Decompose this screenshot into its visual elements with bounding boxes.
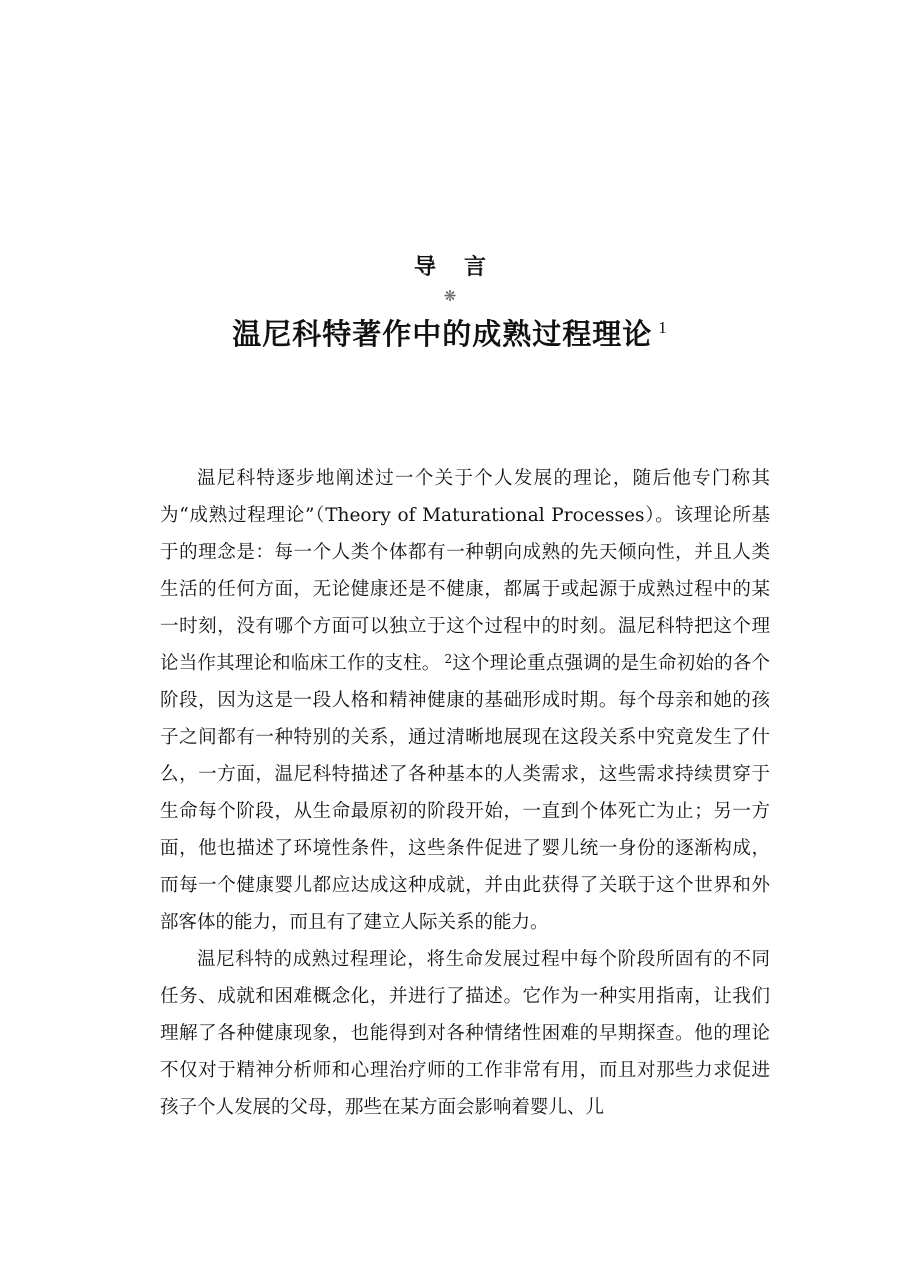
paragraph-2: 温尼科特的成熟过程理论，将生命发展过程中每个阶段所固有的不同任务、成就和困难概念化，并进行了描述。它作为一种实用指南，让我们理解了各种健康现象，也能得到对各种情绪性困难的早期探查。他的理论不仅对于精神分析师和心理治疗师的工作非常有用，而且对那些力求促进孩子个人发展的父母，那些在某方面会影响着婴儿、儿 [160,949,770,1118]
ornament-icon: ❋ [443,287,457,305]
paragraph-1-part-2: 这个理论重点强调的是生命初始的各个阶段，因为这是一段人格和精神健康的基础形成时期。每个母亲和她的孩子之间都有一种特别的关系，通过清晰地展现在这段关系中究竟发生了什么，一方面，温尼科特描述了各种基本的人类需求，这些需求持续贯穿于生命每个阶段，从生命最原初的阶段开始，一直到个体死亡为止；另一方面，他也描述了环境性条件，这些条件促进了婴儿统一身份的逐渐构成，而每一个健康婴儿都应达成这种成就，并由此获得了关联于这个世界和外部客体的能力，而且有了建立人际关系的能力。 [160,653,770,933]
paragraph-1 [160,460,770,941]
section-label: 导言 [413,254,514,280]
paragraph-1-part-1: 温尼科特逐步地阐述过一个关于个人发展的理论，随后他专门称其为“成熟过程理论”（Theory of Maturational Processes）。该理论所基于的理念是：每一个人类个体都有一种朝向成熟的先天倾向性，并且人类生活的任何方面，无论健康还是不健康，都属于或起源于成熟过程中的某一时刻，没有哪个方面可以独立于这个过程中的时刻。温尼科特把这个理论当作其理论和临床工作的支柱。 [160,468,770,674]
chapter-title [0,312,900,356]
chapter-title-text: 温尼科特著作中的成熟过程理论 [232,317,653,351]
body-text [160,460,770,1126]
footnote-marker-2: 2 [444,652,453,666]
chapter-title-footnote-marker: 1 [658,318,668,337]
